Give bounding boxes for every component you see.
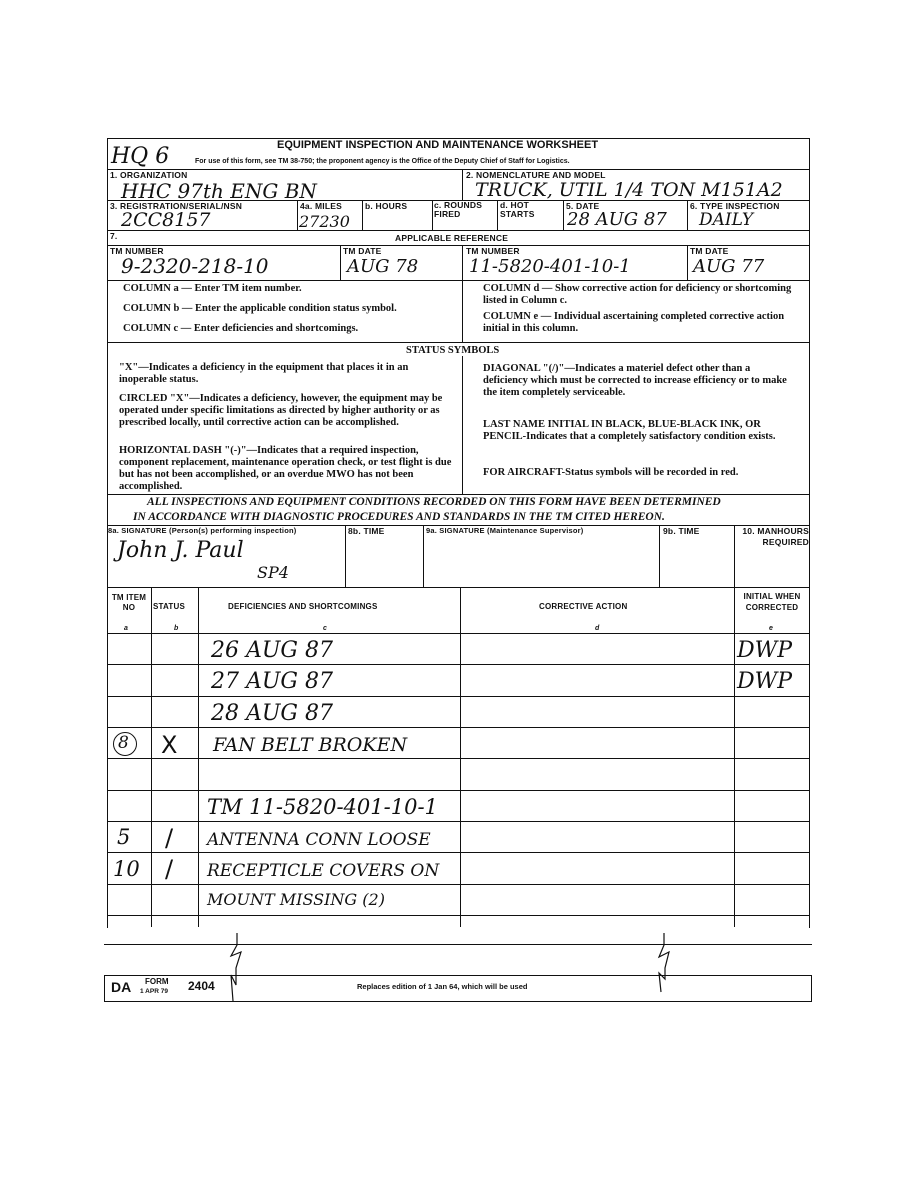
organization-value[interactable]: HHC 97th ENG BN: [121, 179, 317, 203]
tm2-date-label: TM DATE: [690, 246, 729, 256]
rounds-fired-label: c. ROUNDS FIRED: [434, 200, 483, 219]
miles-label: 4a. MILES: [300, 201, 342, 211]
row-2-initial[interactable]: DWP: [737, 669, 793, 694]
row-1-initial[interactable]: DWP: [737, 638, 793, 663]
tm2-number-value[interactable]: 11-5820-401-10-1: [469, 256, 631, 277]
row-7-status[interactable]: /: [165, 824, 174, 852]
hours-label: b. HOURS: [365, 201, 408, 211]
type-inspection-value[interactable]: DAILY: [699, 210, 754, 230]
date-label: 5. DATE: [566, 201, 600, 211]
tm1-date-value[interactable]: AUG 78: [347, 256, 419, 277]
hot-starts-label: d. HOT STARTS: [500, 200, 535, 219]
column-d-legend: COLUMN d — Show corrective action for deficiency or shortcoming listed in Column c.: [483, 283, 792, 306]
nomenclature-label: 2. NOMENCLATURE AND MODEL: [466, 170, 606, 180]
footer-form-date: 1 APR 79: [140, 988, 168, 995]
col-a-letter: a: [124, 625, 129, 632]
row-4-deficiency[interactable]: FAN BELT BROKEN: [213, 734, 408, 756]
row-9-deficiency[interactable]: MOUNT MISSING (2): [207, 890, 385, 909]
tm1-date-label: TM DATE: [343, 246, 382, 256]
tm2-date-value[interactable]: AUG 77: [693, 256, 765, 277]
row-8-item[interactable]: 10: [113, 857, 140, 881]
status-initial: LAST NAME INITIAL IN BLACK, BLUE-BLACK INK, OR PENCIL-Indicates that a completely satisfactory condition exists.: [483, 419, 776, 442]
status-dash: HORIZONTAL DASH "(-)"—Indicates that a required inspection, component replacement, maintenance operation check, or test flight is due but has not been accomplished, or an overdue MWO has not been accomplished.: [119, 445, 452, 492]
tm2-number-label: TM NUMBER: [466, 246, 520, 256]
row-4-status[interactable]: X: [161, 731, 178, 759]
time-8b-label: 8b. TIME: [348, 526, 385, 536]
hq-mark: HQ 6: [111, 144, 170, 169]
row-2-deficiency[interactable]: 27 AUG 87: [211, 669, 333, 694]
status-symbols-title: STATUS SYMBOLS: [406, 345, 500, 356]
nomenclature-value[interactable]: TRUCK, UTIL 1/4 TON M151A2: [475, 179, 783, 201]
tm1-number-label: TM NUMBER: [110, 246, 164, 256]
col-e-letter: e: [769, 625, 774, 632]
status-diagonal: DIAGONAL "(/)"—Indicates a materiel defect other than a deficiency which must be corrected to increase efficiency or to make the item completely serviceable.: [483, 363, 787, 398]
form-subtitle: For use of this form, see TM 38-750; the proponent agency is the Office of the Deputy Chief of Staff for Logistics.: [195, 158, 570, 165]
tm1-number-value[interactable]: 9-2320-218-10: [121, 254, 269, 278]
row-3-deficiency[interactable]: 28 AUG 87: [211, 701, 333, 726]
col-c-header: DEFICIENCIES AND SHORTCOMINGS: [228, 602, 378, 611]
col-d-header: CORRECTIVE ACTION: [539, 602, 628, 611]
miles-value[interactable]: 27230: [299, 212, 350, 231]
registration-label: 3. REGISTRATION/SERIAL/NSN: [110, 201, 243, 211]
footer-form-number: 2404: [188, 979, 215, 993]
col-c-letter: c: [323, 625, 328, 632]
row-6-deficiency[interactable]: TM 11-5820-401-10-1: [207, 795, 438, 819]
signature-8a-rank[interactable]: SP4: [257, 563, 289, 582]
row-8-status[interactable]: /: [165, 855, 174, 883]
footer-form-word: FORM: [145, 977, 169, 986]
signature-8a-label: 8a. SIGNATURE (Person(s) performing inspection): [108, 526, 297, 535]
row-1-deficiency[interactable]: 26 AUG 87: [211, 638, 333, 663]
time-9b-label: 9b. TIME: [663, 526, 700, 536]
signature-9a-label: 9a. SIGNATURE (Maintenance Supervisor): [426, 526, 584, 535]
reference-number: 7.: [110, 231, 118, 241]
row-7-item[interactable]: 5: [117, 825, 131, 849]
registration-value[interactable]: 2CC8157: [121, 209, 211, 231]
col-b-header: STATUS: [153, 602, 186, 611]
form-footer: [104, 975, 812, 1002]
footer-da: DA: [111, 979, 132, 995]
date-value[interactable]: 28 AUG 87: [567, 209, 667, 230]
row-7-deficiency[interactable]: ANTENNA CONN LOOSE: [207, 830, 431, 850]
footer-replaces-note: Replaces edition of 1 Jan 64, which will be used: [357, 982, 528, 991]
col-e-header: INITIAL WHEN CORRECTED: [743, 592, 801, 612]
certification-line-2: IN ACCORDANCE WITH DIAGNOSTIC PROCEDURES AND STANDARDS IN THE TM CITED HEREON.: [133, 511, 665, 523]
manhours-label: 10. MANHOURS REQUIRED: [742, 526, 809, 547]
column-e-legend: COLUMN e — Individual ascertaining completed corrective action initial in this column.: [483, 311, 785, 334]
col-d-letter: d: [595, 625, 600, 632]
column-a-legend: COLUMN a — Enter TM item number.: [123, 283, 302, 294]
organization-label: 1. ORGANIZATION: [110, 170, 188, 180]
column-c-legend: COLUMN c — Enter deficiencies and shortcomings.: [123, 323, 359, 334]
reference-title: APPLICABLE REFERENCE: [395, 233, 509, 243]
status-aircraft: FOR AIRCRAFT-Status symbols will be recorded in red.: [483, 467, 739, 478]
worksheet-form: [107, 138, 809, 947]
form-title: EQUIPMENT INSPECTION AND MAINTENANCE WORKSHEET: [277, 139, 599, 151]
col-b-letter: b: [174, 625, 179, 632]
column-b-legend: COLUMN b — Enter the applicable condition status symbol.: [123, 303, 397, 314]
row-8-deficiency[interactable]: RECEPTICLE COVERS ON: [207, 861, 440, 881]
row-4-item[interactable]: 8: [118, 733, 129, 753]
certification-line-1: ALL INSPECTIONS AND EQUIPMENT CONDITIONS RECORDED ON THIS FORM HAVE BEEN DETERMINED: [147, 496, 721, 508]
type-inspection-label: 6. TYPE INSPECTION: [690, 201, 780, 211]
col-a-header: TM ITEM NO: [111, 593, 147, 612]
status-circled-x: CIRCLED "X"—Indicates a deficiency, however, the equipment may be operated under specific limitations as directed by higher authority or as prescribed locally, until corrective action can be accomplished.: [119, 393, 443, 428]
signature-8a-name[interactable]: John J. Paul: [117, 538, 244, 563]
status-x: "X"—Indicates a deficiency in the equipment that places it in an inoperable status.: [119, 362, 409, 385]
